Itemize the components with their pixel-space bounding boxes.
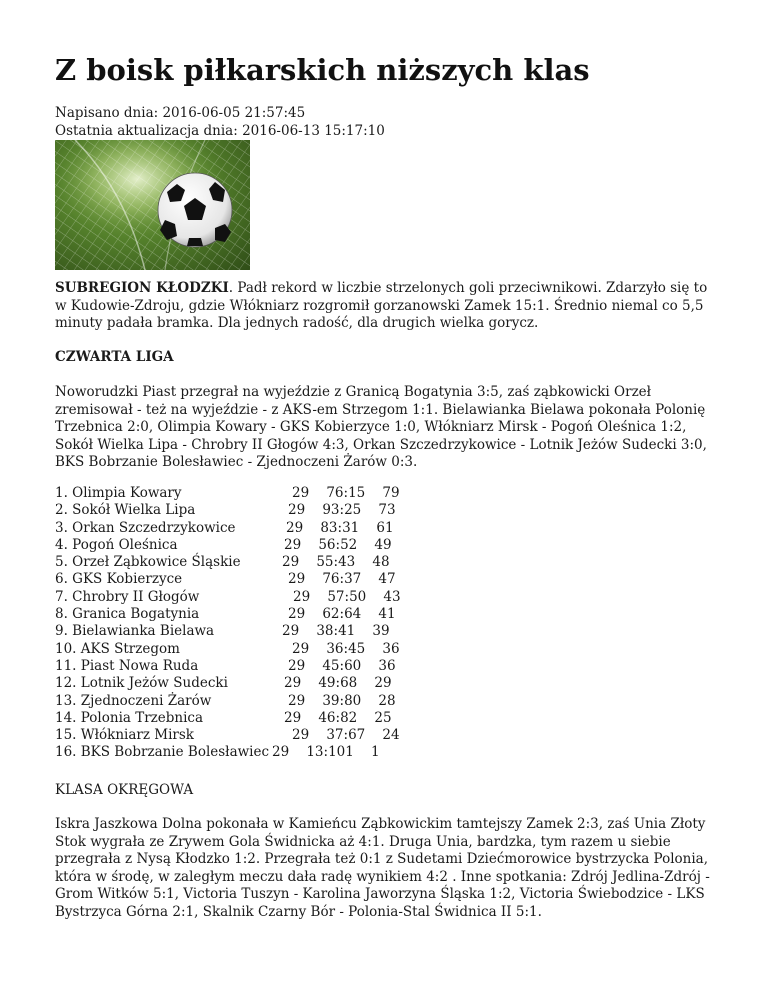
team-stats: 29 83:31 61	[286, 519, 394, 536]
soccer-ball-icon	[55, 140, 250, 270]
team-stats: 29 39:80 28	[288, 692, 396, 709]
intro-paragraph	[55, 280, 715, 333]
team-name: 7. Chrobry II Głogów	[55, 588, 200, 605]
team-stats: 29 45:60 36	[288, 657, 396, 674]
team-stats: 29 37:67 24	[292, 727, 400, 744]
team-stats: 29 76:15 79	[292, 485, 400, 501]
region-label: SUBREGION KŁODZKI	[55, 280, 229, 296]
team-stats: 29 36:45 36	[292, 640, 400, 657]
section-heading-czwarta-liga: CZWARTA LIGA	[55, 349, 174, 365]
team-stats: 29 38:41 39	[282, 623, 390, 640]
article-meta	[55, 104, 385, 140]
team-name: 6. GKS Kobierzyce	[55, 571, 183, 588]
team-stats: 29 76:37 47	[288, 571, 396, 588]
team-stats: 29 57:50 43	[293, 588, 401, 605]
team-stats: 29 55:43 48	[282, 554, 390, 571]
published-date: Napisano dnia: 2016-06-05 21:57:45	[55, 105, 306, 121]
team-name: 13. Zjednoczeni Żarów	[55, 692, 212, 709]
klasa-okregowa-results: Iskra Jaszkowa Dolna pokonała w Kamieńcu Ząbkowickim tamtejszy Zamek 2:3, zaś Unia Złoty Stok wygrała ze Zrywem Gola Świdnicka aż 4:1. Druga Unia, bardzka, tym razem u siebie przegrała z Nysą Kłodzko 1:2. Przegrała też 0:1 z Sudetami Dziećmorowice bystrzycka Polonia, która w środę, w zaległym meczu dała radę wynikiem 4:2 . Inne spotkania: Zdrój Jedlina-Zdrój - Grom Witków 5:1, Victoria Tuszyn - Karolina Jaworzyna Śląska 1:2, Victoria Świebodzice - LKS Bystrzyca Górna 2:1, Skalnik Czarny Bór - Polonia-Stal Świdnica II 5:1.	[55, 816, 710, 920]
team-name: 1. Olimpia Kowary	[55, 485, 182, 501]
czwarta-liga-results: Noworudzki Piast przegrał na wyjeździe z Granicą Bogatynia 3:5, zaś ząbkowicki Orzeł zremisował - też na wyjeździe - z AKS-em Strzegom 1:1. Bielawianka Bielawa pokonała Polonię Trzebnica 2:0, Olimpia Kowary - GKS Kobierzyce 1:0, Włókniarz Mirsk - Pogoń Oleśnica 1:2, Sokół Wielka Lipa - Chrobry II Głogów 4:3, Orkan Szczedrzykowice - Lotnik Jeżów Sudecki 3:0, BKS Bobrzanie Bolesławiec - Zjednoczeni Żarów 0:3.	[55, 384, 707, 470]
team-name: 16. BKS Bobrzanie Bolesławiec	[55, 744, 270, 761]
section-heading-klasa-okregowa: KLASA OKRĘGOWA	[55, 782, 194, 798]
team-name: 15. Włókniarz Mirsk	[55, 727, 194, 744]
team-stats: 29 46:82 25	[284, 709, 392, 726]
team-name: 12. Lotnik Jeżów Sudecki	[55, 675, 228, 692]
team-stats: 29 56:52 49	[284, 536, 392, 553]
team-stats: 29 49:68 29	[284, 675, 392, 692]
team-name: 2. Sokół Wielka Lipa	[55, 502, 196, 519]
team-name: 4. Pogoń Oleśnica	[55, 536, 178, 553]
team-name: 5. Orzeł Ząbkowice Śląskie	[55, 554, 241, 571]
team-name: 3. Orkan Szczedrzykowice	[55, 519, 236, 536]
article-title: Z boisk piłkarskich niższych klas	[55, 53, 590, 87]
football-net-photo	[55, 140, 250, 270]
team-name: 8. Granica Bogatynia	[55, 606, 200, 623]
team-name: 11. Piast Nowa Ruda	[55, 657, 199, 674]
team-name: 10. AKS Strzegom	[55, 640, 180, 657]
team-name: 9. Bielawianka Bielawa	[55, 623, 215, 640]
team-name: 14. Polonia Trzebnica	[55, 709, 204, 726]
intro-text: . Padł rekord w liczbie strzelonych goli przeciwnikowi. Zdarzyło się to w Kudowie-Zdroju, gdzie Włókniarz rozgromił gorzanowski Zamek 15:1. Średnio niemal co 5,5 minuty padała bramka. Dla jednych radość, dla drugich wielka gorycz.	[55, 280, 708, 331]
updated-date: Ostatnia aktualizacja dnia: 2016-06-13 15:17:10	[55, 123, 385, 139]
team-stats: 29 13:101 1	[272, 744, 380, 761]
team-stats: 29 93:25 73	[288, 502, 396, 519]
team-stats: 29 62:64 41	[288, 606, 396, 623]
